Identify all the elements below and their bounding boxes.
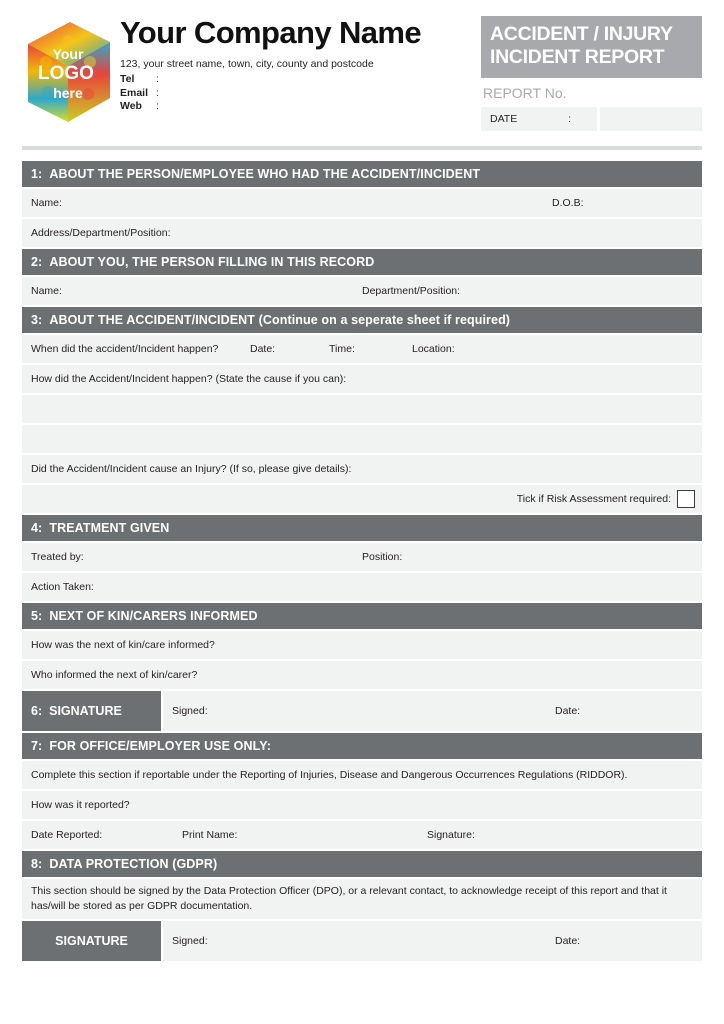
section-4-title: TREATMENT GIVEN	[49, 521, 170, 535]
section-8-number: 8:	[31, 857, 43, 871]
label-cause-injury: Did the Accident/Incident cause an Injury? (If so, please give details):	[31, 463, 352, 475]
risk-assessment-tick-group[interactable]	[517, 490, 695, 508]
contact-line-tel	[120, 73, 460, 87]
row-treated-by[interactable]	[22, 543, 702, 571]
contact-line-web	[120, 100, 460, 114]
row-date-reported[interactable]	[22, 821, 702, 849]
label-filler-name: Name:	[31, 285, 62, 297]
puzzle-cube-icon	[18, 14, 118, 132]
date-row	[481, 107, 702, 131]
date-value-field[interactable]	[600, 107, 702, 131]
report-title-line-1: ACCIDENT / INJURY	[490, 23, 673, 45]
section-8-signature-title: SIGNATURE	[55, 934, 128, 948]
label-how-happen: How did the Accident/Incident happen? (State the cause if you can):	[31, 373, 347, 385]
section-header-8	[22, 851, 702, 877]
section-6-title: SIGNATURE	[49, 704, 122, 718]
logo-text-your: Your	[52, 46, 84, 62]
section-header-5	[22, 603, 702, 629]
label-action-taken: Action Taken:	[31, 581, 94, 593]
label-how-kin-informed: How was the next of kin/care informed?	[31, 639, 215, 651]
section-4-number: 4:	[31, 521, 43, 535]
label-incident-date: Date:	[250, 343, 276, 355]
form-body	[22, 161, 702, 963]
label-riddor-note: Complete this section if reportable under the Reporting of Injuries, Disease and Dangerous Occurrences Regulations (RIDDOR).	[31, 769, 628, 781]
tel-colon: :	[156, 72, 159, 85]
report-title-line-2: INCIDENT REPORT	[490, 46, 665, 68]
label-signed-8: Signed:	[172, 935, 208, 947]
row-risk-assessment-tick[interactable]	[22, 485, 702, 513]
email-colon: :	[156, 86, 159, 99]
row-address-department-position[interactable]	[22, 219, 702, 247]
section-header-1	[22, 161, 702, 187]
label-print-name: Print Name:	[182, 829, 238, 841]
row-how-happen-blank-2[interactable]	[22, 425, 702, 453]
company-address: 123, your street name, town, city, county and postcode	[120, 58, 374, 71]
label-filler-department-position: Department/Position:	[362, 285, 461, 297]
date-label-cell	[481, 107, 597, 131]
row-gdpr-paragraph	[22, 879, 702, 919]
web-colon: :	[156, 100, 159, 113]
section-8-title: DATA PROTECTION (GDPR)	[49, 857, 218, 871]
label-when-happen: When did the accident/Incident happen?	[31, 343, 219, 355]
label-treater-position: Position:	[362, 551, 403, 563]
section-header-7	[22, 733, 702, 759]
section-3-title: ABOUT THE ACCIDENT/INCIDENT (Continue on a seperate sheet if required)	[49, 313, 511, 327]
web-label: Web	[120, 100, 142, 113]
contact-line-email	[120, 87, 460, 101]
label-name: Name:	[31, 197, 62, 209]
header-divider	[22, 146, 702, 150]
company-details	[120, 16, 460, 114]
row-how-happen-blank-1[interactable]	[22, 395, 702, 423]
section-6-number: 6:	[31, 704, 43, 718]
section-8-signature-label	[22, 921, 161, 961]
label-who-informed-kin: Who informed the next of kin/carer?	[31, 669, 198, 681]
label-how-reported: How was it reported?	[31, 799, 130, 811]
label-treated-by: Treated by:	[31, 551, 84, 563]
date-label: DATE	[490, 113, 518, 125]
section-1-title: ABOUT THE PERSON/EMPLOYEE WHO HAD THE ACCIDENT/INCIDENT	[49, 167, 481, 181]
gdpr-paragraph-text: This section should be signed by the Data Protection Officer (DPO), or a relevant contact, to acknowledge receipt of this report and that it has/will be stored as per GDPR documentation.	[31, 884, 667, 912]
row-cause-injury[interactable]	[22, 455, 702, 483]
section-7-title: FOR OFFICE/EMPLOYER USE ONLY:	[49, 739, 271, 753]
label-date-8: Date:	[555, 935, 581, 947]
label-signed-6: Signed:	[172, 705, 208, 717]
label-date-6: Date:	[555, 705, 581, 717]
report-title-banner	[481, 16, 702, 78]
section-8-signature-fields[interactable]	[163, 921, 702, 961]
row-filler-name-department[interactable]	[22, 277, 702, 305]
logo-text-logo: LOGO	[38, 63, 94, 84]
document-header	[0, 0, 724, 152]
tel-label: Tel	[120, 72, 135, 85]
email-label: Email	[120, 86, 149, 99]
section-header-2	[22, 249, 702, 275]
label-incident-location: Location:	[412, 343, 455, 355]
section-2-title: ABOUT YOU, THE PERSON FILLING IN THIS RECORD	[49, 255, 375, 269]
section-6-signature-row	[22, 691, 702, 731]
label-dob: D.O.B:	[552, 197, 584, 209]
logo-text-here: here	[53, 85, 83, 101]
row-how-did-it-happen[interactable]	[22, 365, 702, 393]
label-incident-time: Time:	[329, 343, 355, 355]
section-7-number: 7:	[31, 739, 43, 753]
section-5-title: NEXT OF KIN/CARERS INFORMED	[49, 609, 258, 623]
company-name: Your Company Name	[120, 15, 422, 50]
row-name-dob[interactable]	[22, 189, 702, 217]
section-2-number: 2:	[31, 255, 43, 269]
row-how-kin-informed[interactable]	[22, 631, 702, 659]
risk-assessment-checkbox[interactable]	[677, 490, 695, 508]
section-header-3	[22, 307, 702, 333]
label-risk-assessment: Tick if Risk Assessment required:	[516, 493, 671, 505]
report-number-label: REPORT No.	[483, 85, 567, 101]
section-1-number: 1:	[31, 167, 43, 181]
section-3-number: 3:	[31, 313, 43, 327]
section-header-4	[22, 515, 702, 541]
company-logo	[18, 14, 118, 134]
row-how-reported[interactable]	[22, 791, 702, 819]
row-who-informed-kin[interactable]	[22, 661, 702, 689]
label-date-reported: Date Reported:	[31, 829, 103, 841]
date-colon: :	[568, 113, 571, 125]
row-when-did-it-happen[interactable]	[22, 335, 702, 363]
row-riddor-note	[22, 761, 702, 789]
row-action-taken[interactable]	[22, 573, 702, 601]
report-header-block	[481, 16, 702, 131]
label-office-signature: Signature:	[427, 829, 475, 841]
section-8-signature-row	[22, 921, 702, 961]
logo-cube-graphic	[18, 14, 118, 132]
section-6-signature-label	[22, 691, 161, 731]
label-address-department-position: Address/Department/Position:	[31, 227, 171, 239]
section-5-number: 5:	[31, 609, 43, 623]
section-6-signature-fields[interactable]	[163, 691, 702, 731]
